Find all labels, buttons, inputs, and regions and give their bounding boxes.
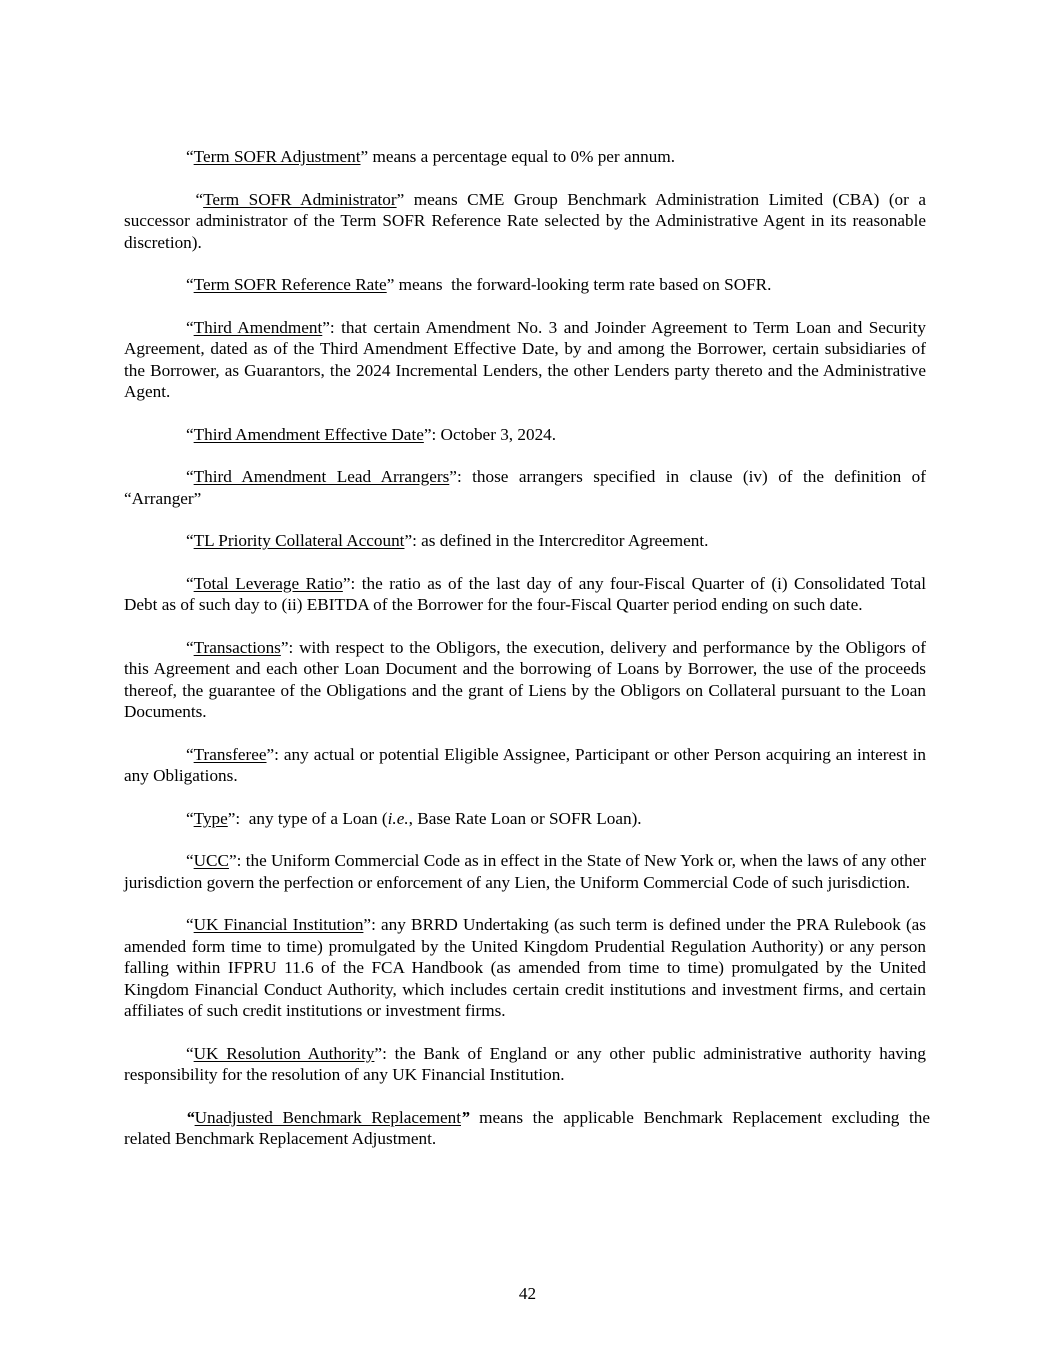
close-quote: ” [396, 189, 405, 209]
defined-term: UK Resolution Authority [193, 1043, 375, 1063]
close-quote: ” [423, 424, 432, 444]
definition-text: : that certain Amendment No. 3 and Joinder Agreement to Term Loan and Security Agreement, dated as of the Third Amendment Effective Date, by and among the Borrower, certain subsidiaries of the Borrower, as Guarantors, the 2024 Incremental Lenders, the other Lenders party thereto and the Administrative Agent. [124, 317, 926, 401]
open-quote: “ [186, 531, 194, 550]
definition-term-sofr-administrator [124, 189, 926, 254]
definition-text: : any BRRD Undertaking (as such term is defined under the PRA Rulebook (as amended form time to time) promulgated by the United Kingdom Prudential Regulation Authority) or any person falling within IFPRU 11.6 of the FCA Handbook (as amended from time to time) promulgated by the United Kingdom Financial Conduct Authority, which includes certain credit institutions and investment firms, and certain affiliates of such credit institutions or investment firms. [124, 915, 926, 1020]
definition-transferee [124, 744, 926, 787]
close-quote: ” [461, 1107, 470, 1127]
close-quote: ” [227, 808, 236, 828]
definition-term-sofr-reference-rate [124, 274, 926, 296]
close-quote: ” [342, 573, 351, 593]
definition-text: : October 3, 2024. [431, 424, 557, 444]
defined-term: Third Amendment Effective Date [193, 424, 424, 444]
close-quote: ” [322, 317, 330, 337]
definition-text: : those arrangers specified in clause (iv) of the definition of “Arranger” [124, 467, 926, 508]
definition-text: : the Uniform Commercial Code as in effect in the State of New York or, when the laws of any other jurisdiction govern the perfection or enforcement of any Lien, the Uniform Commercial Code of such jurisdiction. [124, 851, 926, 892]
open-quote: “ [186, 424, 194, 444]
definition-uk-financial-institution [124, 914, 926, 1022]
open-quote: “ [186, 915, 194, 934]
definition-text: : any actual or potential Eligible Assignee, Participant or other Person acquiring an interest in any Obligations. [124, 744, 926, 785]
definition-transactions [124, 637, 926, 723]
open-quote: “ [186, 808, 194, 828]
defined-term: UK Financial Institution [193, 915, 364, 934]
definition-text: : with respect to the Obligors, the execution, delivery and performance by the Obligors of this Agreement and each other Loan Document and the borrowing of Loans by Borrower, the use of the proceeds thereof, the guarantee of the Obligations and the grant of Liens by the Obligors on Collateral pursuant to the Loan Documents. [124, 637, 926, 721]
open-quote: “ [186, 1107, 195, 1127]
definition-text-end: , Base Rate Loan or SOFR Loan). [408, 808, 642, 828]
definition-text: : the ratio as of the last day of any four-Fiscal Quarter of (i) Consolidated Total Debt as of such day to (ii) EBITDA of the Borrower for the four-Fiscal Quarter period ending on such date. [124, 573, 927, 614]
open-quote: “ [186, 637, 194, 657]
definition-third-amendment-lead-arrangers [124, 466, 926, 509]
definition-text: : the Bank of England or any other public administrative authority having responsibility for the resolution of any UK Financial Institution. [124, 1043, 926, 1084]
open-quote: “ [186, 467, 194, 486]
page-number: 42 [518, 1284, 537, 1303]
close-quote: ” [360, 147, 369, 166]
definition-ucc [124, 850, 926, 893]
open-quote: “ [186, 189, 204, 209]
defined-term: Term SOFR Adjustment [193, 147, 361, 166]
close-quote: ” [363, 915, 372, 934]
definition-text: means the forward-looking term rate based on SOFR. [394, 275, 772, 294]
close-quote: ” [280, 637, 289, 657]
definition-text: means a percentage equal to 0% per annum. [368, 147, 676, 166]
defined-term: TL Priority Collateral Account [193, 531, 405, 550]
definition-third-amendment-effective-date [124, 424, 926, 446]
definition-text: means the applicable Benchmark Replacement excluding the related Benchmark Replacement Adjustment. [124, 1107, 930, 1148]
defined-term: UCC [193, 851, 229, 870]
definition-uk-resolution-authority [124, 1043, 926, 1086]
open-quote: “ [186, 275, 194, 294]
definition-third-amendment [124, 317, 926, 403]
definition-text: : any type of a Loan ( [235, 808, 388, 828]
document-page [124, 146, 930, 1171]
close-quote: ” [266, 744, 275, 764]
definition-text: : as defined in the Intercreditor Agreement. [412, 531, 709, 550]
definition-unadjusted-benchmark-replacement [124, 1107, 930, 1150]
definition-tl-priority-collateral-account [124, 530, 926, 552]
defined-term: Unadjusted Benchmark Replacement [194, 1107, 461, 1127]
close-quote: ” [374, 1043, 383, 1063]
close-quote: ” [386, 275, 395, 294]
defined-term: Type [193, 808, 228, 828]
defined-term: Term SOFR Administrator [203, 189, 397, 209]
defined-term: Transactions [193, 637, 281, 657]
open-quote: “ [186, 147, 194, 166]
definition-total-leverage-ratio [124, 573, 926, 616]
ie-abbreviation: i.e. [387, 808, 409, 828]
defined-term: Total Leverage Ratio [193, 573, 343, 593]
open-quote: “ [186, 744, 194, 764]
close-quote: ” [449, 467, 457, 486]
definition-text: means CME Group Benchmark Administration Limited (CBA) (or a successor administrator of the Term SOFR Reference Rate selected by the Administrative Agent in its reasonable discretion). [124, 189, 926, 252]
open-quote: “ [186, 317, 194, 337]
open-quote: “ [186, 573, 194, 593]
close-quote: ” [404, 531, 413, 550]
open-quote: “ [186, 1043, 194, 1063]
defined-term: Third Amendment [193, 317, 323, 337]
defined-term: Term SOFR Reference Rate [193, 275, 387, 294]
definition-type [124, 808, 926, 830]
open-quote: “ [186, 851, 194, 870]
defined-term: Transferee [193, 744, 267, 764]
definition-term-sofr-adjustment [124, 146, 926, 168]
defined-term: Third Amendment Lead Arrangers [193, 467, 450, 486]
close-quote: ” [228, 851, 237, 870]
